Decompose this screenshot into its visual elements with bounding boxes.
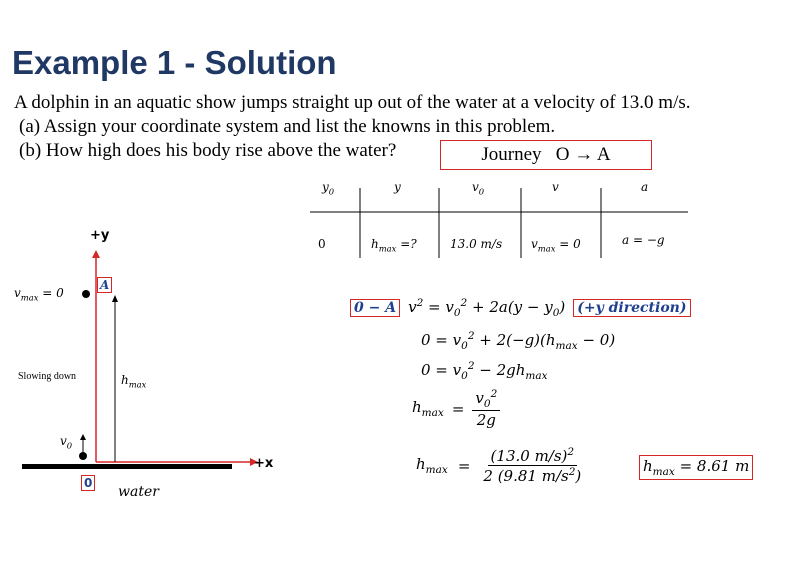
- equation-3: $0 = v_0^2 - 2gh_{max}$: [421, 360, 548, 382]
- answer-box: $h_{max} = 8.61$ m: [639, 455, 753, 480]
- value-a: a = −g: [622, 233, 665, 247]
- value-v: $v_{max} = 0$: [531, 237, 581, 254]
- equation-5-lhs: $h_{max}$: [416, 455, 448, 476]
- equation-5-fraction: $\frac{(13.0 m/s)^2}{2 (9.81 m/s^2)}$: [483, 446, 582, 485]
- point-a-label: A: [97, 277, 112, 293]
- slowing-down-label: Slowing down: [18, 371, 77, 382]
- v0-diagram-label: $v_0$: [60, 434, 73, 451]
- header-v: v: [552, 180, 559, 194]
- hmax-diagram-label: $h_{max}$: [121, 373, 147, 390]
- equation-row-1: [350, 297, 691, 319]
- journey-label: Journey O → A: [481, 144, 611, 165]
- value-v0: 13.0 m/s: [450, 237, 503, 251]
- segment-tag: 0 − A: [350, 299, 400, 317]
- value-y: $h_{max}$ =?: [371, 237, 417, 254]
- direction-tag: (+y direction): [573, 299, 690, 317]
- problem-line-3: (b) How high does his body rise above the water?: [19, 140, 397, 161]
- header-a: a: [641, 180, 649, 194]
- equation-4: $h_{max}$ = $\frac{v_0^2}{2g}$: [412, 388, 500, 429]
- vmax-label: $v_{max} = 0$: [14, 286, 64, 303]
- header-v0: $v_0$: [472, 180, 485, 197]
- equation-4-lhs: $h_{max}$: [412, 398, 444, 419]
- equation-4-fraction: $\frac{v_0^2}{2g}$: [472, 388, 500, 429]
- header-y: y: [394, 180, 401, 194]
- value-y0: 0: [318, 237, 326, 251]
- problem-line-2: (a) Assign your coordinate system and list the knowns in this problem.: [19, 116, 556, 137]
- equation-5: $h_{max}$ = $\frac{(13.0 m/s)^2}{2 (9.81 m/s^2)}$: [416, 446, 584, 485]
- x-axis-label: +x: [254, 456, 274, 471]
- equation-1: $v^2 = v_0^2 + 2a(y - y_0)$: [408, 297, 566, 319]
- y-axis-label: +y: [90, 228, 110, 243]
- page-title: Example 1 - Solution: [12, 44, 337, 81]
- header-y0: $y_0$: [322, 180, 335, 197]
- equation-2: $0 = v_0^2 + 2(-g)(h_{max} - 0)$: [421, 330, 616, 352]
- problem-line-1: A dolphin in an aquatic show jumps straight up out of the water at a velocity of 13.0 m/s.: [14, 92, 691, 113]
- water-label: water: [118, 484, 159, 500]
- point-o-label: 0: [81, 475, 95, 491]
